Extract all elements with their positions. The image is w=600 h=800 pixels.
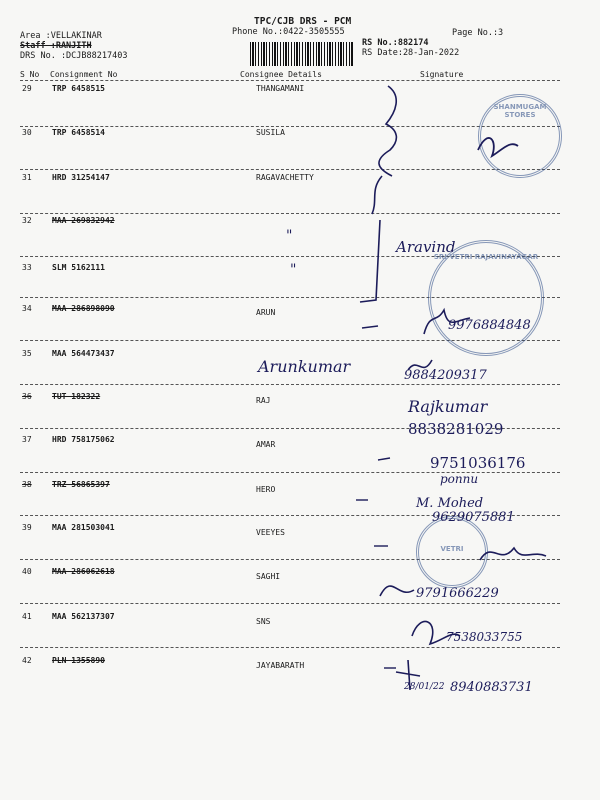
area-label: Area :VELLAKINAR (20, 31, 102, 41)
row-sno: 30 (22, 128, 32, 137)
sheet-title: TPC/CJB DRS - PCM (254, 16, 352, 27)
page-number: Page No.:3 (452, 28, 504, 38)
row-sno: 31 (22, 173, 32, 182)
stamp-text: SRI VETRI RAJAVINAYAGAR (433, 253, 539, 261)
brace-stroke (372, 176, 382, 214)
row-sno: 35 (22, 349, 32, 358)
brace-stroke (379, 86, 396, 176)
row-consignee: AMAR (256, 440, 276, 449)
ditto-mark: " (286, 228, 293, 244)
col-signature-header: Signature (420, 70, 464, 79)
handwritten-name: Arunkumar (258, 357, 351, 376)
row-consignment: TRP 6458515 (52, 84, 105, 93)
rs-number: RS No.:882174 (362, 38, 429, 48)
row-sno: 39 (22, 523, 32, 532)
handwritten-phone: 9629075881 (432, 510, 515, 525)
signature-stroke (480, 548, 546, 560)
row-sno: 34 (22, 304, 32, 313)
row-consignee: SNS (256, 617, 271, 626)
row-consignment: TUT 182322 (52, 392, 101, 401)
handwritten-date: 28/01/22 (404, 682, 445, 692)
row-consignee: JAYABARATH (256, 661, 305, 670)
row-consignee: THANGAMANI (256, 84, 305, 93)
stamp-text: VETRI (440, 545, 464, 553)
row-consignee: HERO (256, 485, 276, 494)
row-sno: 40 (22, 567, 32, 576)
phone-number: Phone No.:0422-3505555 (232, 27, 345, 37)
row-sno: 37 (22, 435, 32, 444)
row-consignment: TRP 6458514 (52, 128, 105, 137)
handwritten-phone: 9751036176 (430, 454, 526, 472)
row-consignee: RAGAVACHETTY (256, 173, 314, 182)
drs-number: DRS No. :DCJB88217403 (20, 51, 128, 61)
row-consignee: SUSILA (256, 128, 285, 137)
handwritten-phone: 7538033755 (446, 630, 523, 644)
handwritten-phone: 8940883731 (450, 680, 533, 695)
row-consignment: TRZ 56865397 (52, 480, 110, 489)
staff-label: Staff :RANJITH (20, 41, 92, 51)
signature-stroke (478, 138, 518, 156)
row-consignment: MAA 286062618 (52, 567, 115, 576)
row-consignee: VEEYES (256, 528, 285, 537)
row-sno: 32 (22, 216, 32, 225)
row-consignment: HRD 758175062 (52, 435, 115, 444)
handwritten-phone: 9976884848 (448, 318, 531, 333)
row-sno: 42 (22, 656, 32, 665)
handwritten-name: Rajkumar (408, 397, 488, 416)
row-consignment: MAA 286898090 (52, 304, 115, 313)
handwritten-signature: Aravind (396, 238, 456, 256)
handwritten-phone: 9791666229 (416, 586, 499, 601)
row-consignment: MAA 562137307 (52, 612, 115, 621)
row-consignee: RAJ (256, 396, 271, 405)
rs-date: RS Date:28-Jan-2022 (362, 48, 460, 58)
dash-mark (362, 326, 378, 328)
row-sno: 33 (22, 263, 32, 272)
row-sno: 29 (22, 84, 32, 93)
row-sno: 38 (22, 480, 32, 489)
dash-mark (378, 458, 390, 460)
row-consignment: SLM 5162111 (52, 263, 105, 272)
row-consignee: ARUN (256, 308, 276, 317)
handwritten-phone: 9884209317 (404, 368, 487, 383)
stamp-text: SHANMUGAM STORES (493, 103, 547, 119)
col-consignee-header: Consignee Details (240, 70, 322, 79)
row-sno: 36 (22, 392, 32, 401)
handwritten-phone: 8838281029 (408, 420, 504, 438)
brace-stroke (360, 220, 380, 302)
row-consignment: HRD 31254147 (52, 173, 110, 182)
col-sno-header: S No (20, 70, 40, 79)
row-consignment: MAA 281503041 (52, 523, 115, 532)
row-sno: 41 (22, 612, 32, 621)
row-consignment: MAA 269832942 (52, 216, 115, 225)
row-consignee: SAGHI (256, 572, 281, 581)
row-consignment: PLN 1355890 (52, 656, 105, 665)
handwritten-name: ponnu (440, 472, 479, 486)
row-consignment: MAA 564473437 (52, 349, 115, 358)
signature-stroke (380, 586, 414, 596)
col-consignment-header: Consignment No (50, 70, 118, 79)
ditto-mark: " (290, 262, 297, 278)
handwritten-signature: M. Mohed (416, 496, 484, 511)
